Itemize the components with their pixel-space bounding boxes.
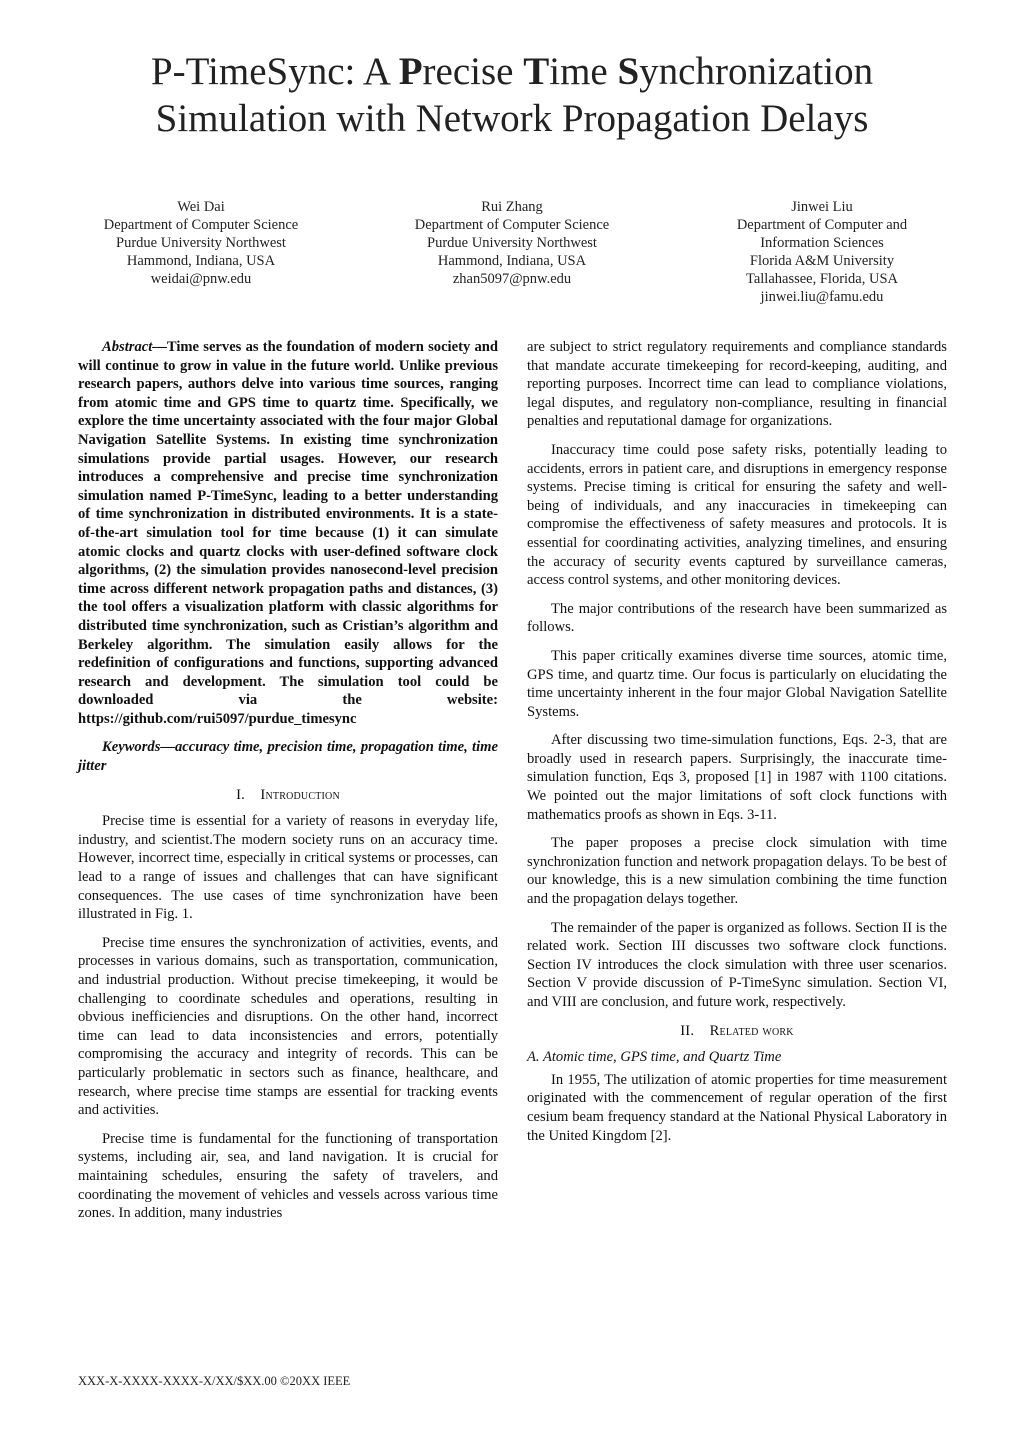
paragraph: This paper critically examines diverse time sources, atomic time, GPS time, and quartz time. Our focus is particularly on elucidating the time uncertainty inherent in the four major Global Navigation Satellite Systems. <box>527 647 947 720</box>
abstract <box>78 338 498 728</box>
right-column <box>527 338 947 1155</box>
title-line-2: Simulation with Network Propagation Delays <box>155 97 869 140</box>
title-line-1 <box>0 48 1024 95</box>
author-block-3 <box>672 198 972 306</box>
author-affiliation: Florida A&M University <box>749 253 895 269</box>
author-email: jinwei.liu@famu.edu <box>760 289 884 305</box>
author-affiliation: Purdue University Northwest <box>116 235 286 251</box>
paper-title <box>0 48 1024 142</box>
keywords <box>78 738 498 775</box>
author-email: zhan5097@pnw.edu <box>452 271 572 287</box>
author-block-2 <box>362 198 662 288</box>
title-part: ime <box>549 50 618 93</box>
section-heading-introduction <box>78 786 498 805</box>
author-location: Tallahassee, Florida, USA <box>745 271 898 287</box>
title-part: S <box>617 50 640 93</box>
author-affiliation: Department of Computer Science <box>103 217 299 233</box>
paragraph: After discussing two time-simulation functions, Eqs. 2-3, that are broadly used in research papers. Surprisingly, the inaccurate time-simulation function, Eqs 3, proposed [1] in 1987 with 1100 citations. We pointed out the major limitations of soft clock functions with mathematics proofs as shown in Eqs. 3-11. <box>527 732 947 823</box>
paragraph: Precise time is essential for a variety of reasons in everyday life, industry, and scientist.The modern society runs on an accuracy time. However, incorrect time, especially in critical systems or processes, can lead to a range of issues and challenges that can have significant consequences. The use cases of time synchronization have been illustrated in Fig. 1. <box>78 813 498 923</box>
author-location: Hammond, Indiana, USA <box>126 253 276 269</box>
abstract-label: Abstract <box>102 339 153 355</box>
paragraph: The remainder of the paper is organized as follows. Section II is the related work. Section III discusses two software clock functions. Section IV introduces the clock simulation with three user scenarios. Section V provide discussion of P-TimeSync simulation. Section VI, and VIII are conclusion, and future work, respectively. <box>527 919 947 1010</box>
author-affiliation: Department of Computer Science <box>414 217 610 233</box>
section-title: Related work <box>709 1022 794 1039</box>
keywords-text: —accuracy time, precision time, propagation time, time jitter <box>78 739 498 775</box>
author-name: Jinwei Liu <box>791 199 853 215</box>
section-number: I. <box>236 786 246 803</box>
paragraph: Inaccuracy time could pose safety risks, potentially leading to accidents, errors in patient care, and disruptions in emergency response systems. Precise timing is critical for ensuring the safety and well-being of individuals, and any inaccuracies in timekeeping can compromise the effectiveness of safety measures and protocols. It is essential for coordinating activities, analyzing timelines, and ensuring the accuracy of security events captured by surveillance cameras, access control systems, and other monitoring devices. <box>527 441 947 589</box>
author-affiliation: Purdue University Northwest <box>427 235 597 251</box>
title-part: recise <box>422 50 524 93</box>
title-part: P-TimeSync: A <box>150 50 399 93</box>
paragraph: Precise time is fundamental for the functioning of transportation systems, including air, sea, and land navigation. It is crucial for maintaining schedules, ensuring the safety of travelers, and coordinating the movement of vehicles and vessels across various time zones. In addition, many industries <box>78 1130 498 1222</box>
author-affiliation: Information Sciences <box>760 235 884 251</box>
left-column <box>78 338 498 1233</box>
subsection-heading: A. Atomic time, GPS time, and Quartz Time <box>527 1049 782 1066</box>
paragraph: Precise time ensures the synchronization of activities, events, and processes in various domains, such as transportation, communication, and industrial production. Without precise timekeeping, it would be challenging to coordinate schedules and operations, resulting in obvious inefficiencies and disruptions. On the other hand, incorrect time can lead to data inconsistencies and errors, potentially compromising the accuracy and integrity of records. This can be particularly problematic in sectors such as finance, healthcare, and research, where precise time stamps are essential for tracking events and activities. <box>78 934 498 1119</box>
paragraph: In 1955, The utilization of atomic properties for time measurement originated with the commencement of regular operation of the first cesium beam frequency standard at the National Physical Laboratory in the United Kingdom [2]. <box>527 1071 947 1144</box>
paragraph: The major contributions of the research have been summarized as follows. <box>527 600 947 636</box>
copyright-footer: XXX-X-XXXX-XXXX-X/XX/$XX.00 ©20XX IEEE <box>78 1374 351 1388</box>
author-name: Wei Dai <box>177 199 225 215</box>
section-heading-related-work <box>527 1022 947 1041</box>
author-email: weidai@pnw.edu <box>150 271 252 287</box>
author-name: Rui Zhang <box>481 199 543 215</box>
section-title: Introduction <box>260 786 340 803</box>
abstract-text: —Time serves as the foundation of modern society and will continue to grow in value in the future world. Unlike previous research papers, authors delve into various time sources, ranging from atomic time and GPS time to quartz time. Specifically, we explore the time uncertainty associated with the four major Global Navigation Satellite Systems. In existing time synchronization simulations provide partial usages. However, our research introduces a comprehensive and precise time synchronization simulation named P-TimeSync, leading to a better understanding of time synchronization in distributed environments. It is a state-of-the-art simulation tool for time because (1) it can simulate atomic clocks and quartz clocks with user-defined software clock algorithms, (2) the simulation provides nanosecond-level precision time across different network propagation paths and distances, (3) the tool offers a visualization platform with classic algorithms for distributed time synchronization, such as Cristian’s algorithm and Berkeley algorithm. The simulation easily allows for the redefinition of configurations and functions, supporting advanced research and development. The simulation tool could be downloaded via the website: https://github.com/rui5097/purdue_timesync <box>78 339 498 727</box>
author-block-1 <box>51 198 351 288</box>
author-affiliation: Department of Computer and <box>736 217 908 233</box>
paragraph-continuation: are subject to strict regulatory requirements and compliance standards that mandate accurate timekeeping for record-keeping, auditing, and reporting purposes. Incorrect time can lead to compliance violations, legal disputes, and regulatory non-compliance, resulting in financial penalties and reputational damage for organizations. <box>527 339 947 430</box>
section-number: II. <box>680 1022 695 1039</box>
title-part: P <box>398 50 423 93</box>
title-part: T <box>523 50 550 93</box>
title-part: ynchronization <box>639 50 874 93</box>
paragraph: The paper proposes a precise clock simulation with time synchronization function and network propagation delays. To be best of our knowledge, this is a new simulation combining the time function and the propagation delays together. <box>527 835 947 908</box>
keywords-label: Keywords <box>102 739 161 756</box>
author-location: Hammond, Indiana, USA <box>437 253 587 269</box>
